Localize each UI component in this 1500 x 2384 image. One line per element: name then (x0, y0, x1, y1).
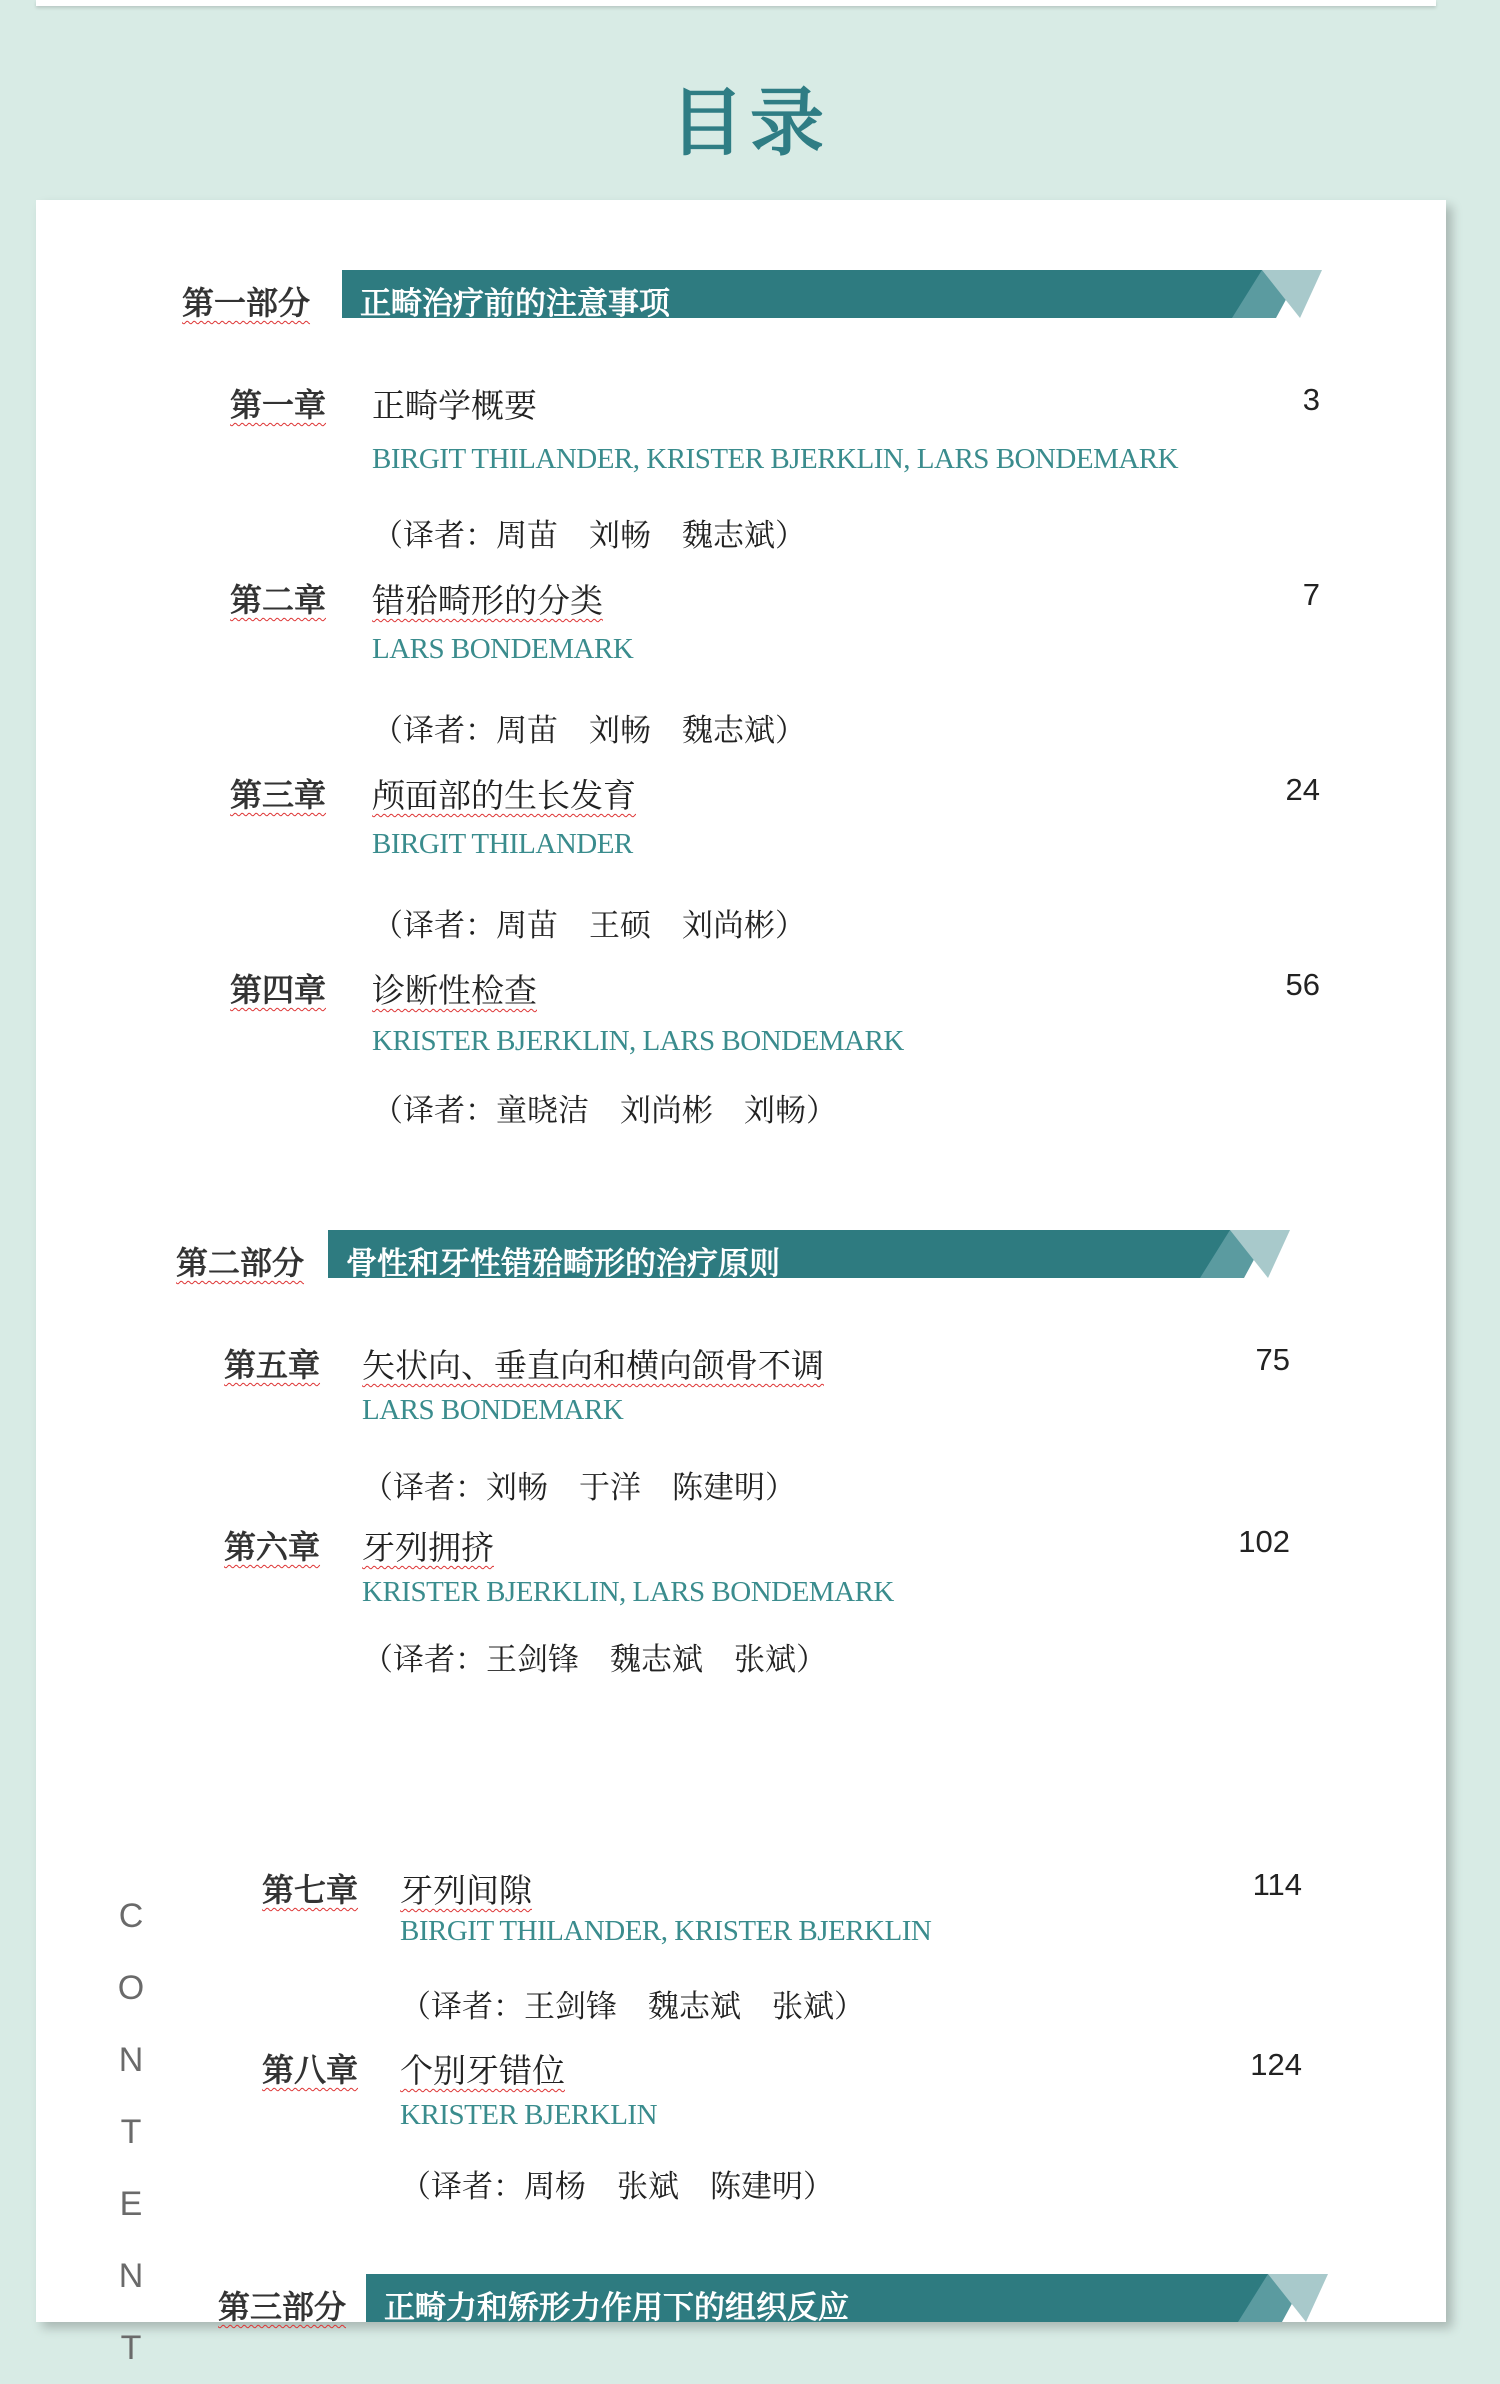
part-title-bar (342, 270, 1322, 322)
chapter-authors: KRISTER BJERKLIN, LARS BONDEMARK (362, 1576, 894, 1608)
chapter-translators: （译者：王剑锋 魏志斌 张斌） (362, 1642, 827, 1678)
chapter-number: 第四章 (230, 971, 327, 1009)
chapter-number: 第二章 (230, 581, 327, 619)
chapter-translators: （译者：刘畅 于洋 陈建明） (362, 1470, 796, 1506)
part-2-header (36, 1230, 1316, 1290)
chapter-title: 个别牙错位 (400, 2051, 565, 2090)
side-letter: O (117, 1969, 145, 2007)
page-number: 24 (1285, 772, 1320, 807)
side-letter: T (120, 2113, 142, 2151)
part-label: 第三部分 (218, 2288, 347, 2326)
page-number: 56 (1285, 967, 1320, 1002)
page-number: 3 (1302, 382, 1320, 417)
chapter-title: 牙列间隙 (400, 1871, 532, 1910)
part-title: 骨性和牙性错𬌗畸形的治疗原则 (346, 1246, 780, 1282)
part-title-bar (328, 1230, 1290, 1282)
chapter-number: 第八章 (262, 2051, 359, 2089)
page-title: 目录 (670, 80, 830, 166)
part-title-bar (366, 2274, 1328, 2326)
chapter-number: 第五章 (224, 1346, 321, 1384)
side-letter: T (120, 2329, 142, 2367)
chapter-title: 错𬌗畸形的分类 (372, 581, 603, 620)
chapter-authors: BIRGIT THILANDER (372, 828, 633, 860)
chapter-title: 诊断性检查 (372, 971, 537, 1010)
side-letter: E (119, 2185, 143, 2223)
chapter-authors: LARS BONDEMARK (372, 633, 634, 665)
chapter-translators: （译者：周苗 刘畅 魏志斌） (372, 518, 806, 554)
page-number: 114 (1252, 1867, 1302, 1902)
page-number: 102 (1238, 1524, 1290, 1559)
chapter-title: 矢状向、垂直向和横向颌骨不调 (362, 1346, 824, 1385)
chapter-number: 第一章 (230, 386, 327, 424)
chapter-authors: BIRGIT THILANDER, KRISTER BJERKLIN (400, 1915, 932, 1947)
chapter-title: 正畸学概要 (372, 386, 537, 425)
chapter-authors: BIRGIT THILANDER, KRISTER BJERKLIN, LARS BONDEMARK (372, 443, 1179, 475)
chapter-translators: （译者：王剑锋 魏志斌 张斌） (400, 1989, 865, 2025)
previous-page-edge (36, 0, 1436, 6)
page-number: 7 (1302, 577, 1320, 612)
chapter-translators: （译者：周苗 王硕 刘尚彬） (372, 908, 806, 944)
chapter-authors: LARS BONDEMARK (362, 1394, 624, 1426)
page-number: 75 (1255, 1342, 1290, 1377)
part-label: 第一部分 (182, 284, 311, 322)
chapter-translators: （译者：周苗 刘畅 魏志斌） (372, 713, 806, 749)
chapter-number: 第七章 (262, 1871, 359, 1909)
chapter-title: 颅面部的生长发育 (372, 776, 636, 815)
part-label: 第二部分 (176, 1244, 305, 1282)
page-number: 124 (1250, 2047, 1302, 2082)
part-1-header (36, 270, 1316, 330)
chapter-authors: KRISTER BJERKLIN, LARS BONDEMARK (372, 1025, 904, 1057)
chapter-authors: KRISTER BJERKLIN (400, 2099, 658, 2131)
side-letter: N (118, 2257, 144, 2295)
side-letter: C (118, 1897, 144, 1935)
toc-page (36, 200, 1446, 2326)
chapter-translators: （译者：周杨 张斌 陈建明） (400, 2169, 834, 2205)
chapter-title: 牙列拥挤 (362, 1528, 494, 1567)
chapter-number: 第三章 (230, 776, 327, 814)
chapter-number: 第六章 (224, 1528, 321, 1566)
side-contents-label (116, 1880, 146, 2384)
chapter-translators: （译者：童晓洁 刘尚彬 刘畅） (372, 1093, 837, 1129)
part-3-header (36, 2274, 1316, 2334)
part-title: 正畸治疗前的注意事项 (360, 286, 670, 322)
side-letter: N (118, 2041, 144, 2079)
part-title: 正畸力和矫形力作用下的组织反应 (384, 2290, 849, 2326)
